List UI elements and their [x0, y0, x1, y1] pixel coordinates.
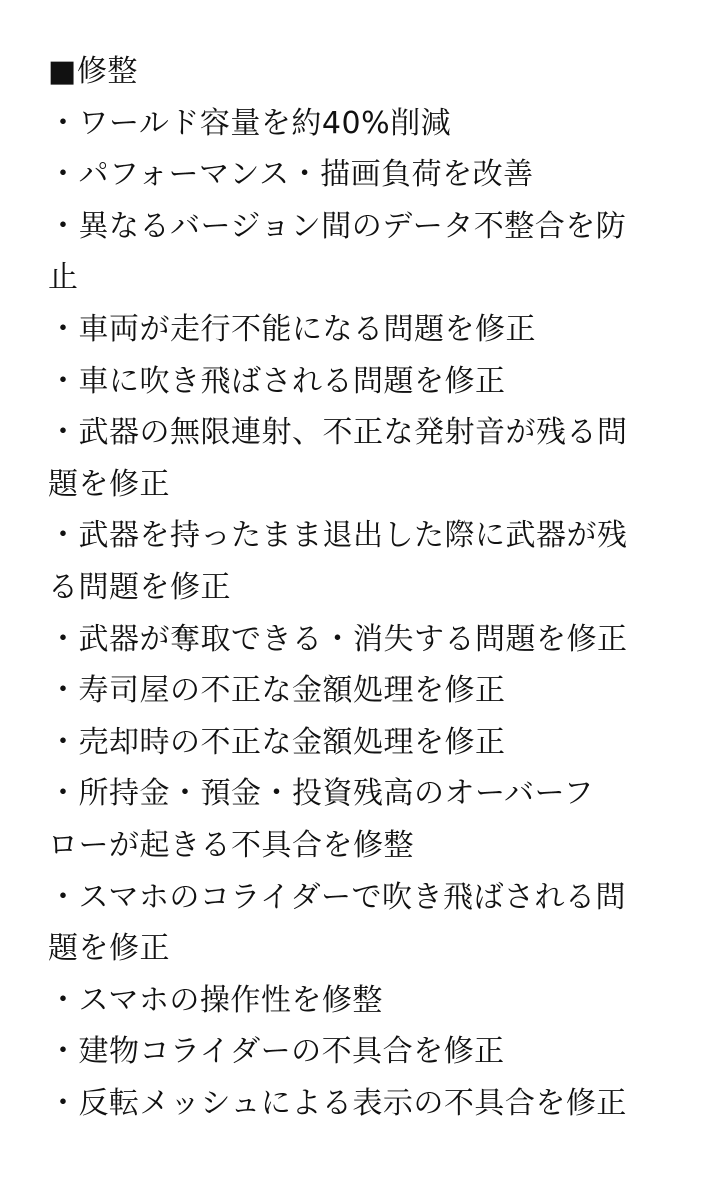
note-line: ・所持金・預金・投資残高のオーバーフ: [48, 776, 594, 812]
note-line: ・スマホのコライダーで吹き飛ばされる問: [48, 879, 626, 915]
note-line: ・反転メッシュによる表示の不具合を修正: [48, 1085, 627, 1121]
note-line: 題を修正: [48, 931, 170, 967]
note-line: ・寿司屋の不正な金額処理を修正: [48, 673, 506, 709]
note-line: ・スマホの操作性を修整: [48, 982, 383, 1018]
note-line: ・武器を持ったまま退出した際に武器が残: [48, 518, 628, 554]
note-line: ローが起きる不具合を修整: [48, 827, 414, 863]
note-line: ・異なるバージョン間のデータ不整合を防: [48, 208, 627, 244]
note-line: る問題を修正: [48, 569, 231, 605]
note-line: ・ワールド容量を約40%削減: [48, 105, 452, 141]
note-line: ・パフォーマンス・描画負荷を改善: [48, 157, 534, 193]
note-line: ・建物コライダーの不具合を修正: [48, 1034, 505, 1070]
note-line: 止: [48, 260, 79, 296]
note-line: ・武器が奪取できる・消失する問題を修正: [48, 621, 628, 657]
section-heading: ■修整: [48, 54, 138, 89]
patch-notes: [48, 46, 668, 1129]
note-line: ・売却時の不正な金額処理を修正: [48, 724, 506, 760]
note-line: ・武器の無限連射、不正な発射音が残る問: [48, 415, 628, 451]
note-line: 題を修正: [48, 466, 170, 502]
note-line: ・車に吹き飛ばされる問題を修正: [48, 363, 506, 399]
note-line: ・車両が走行不能になる問題を修正: [48, 311, 536, 347]
